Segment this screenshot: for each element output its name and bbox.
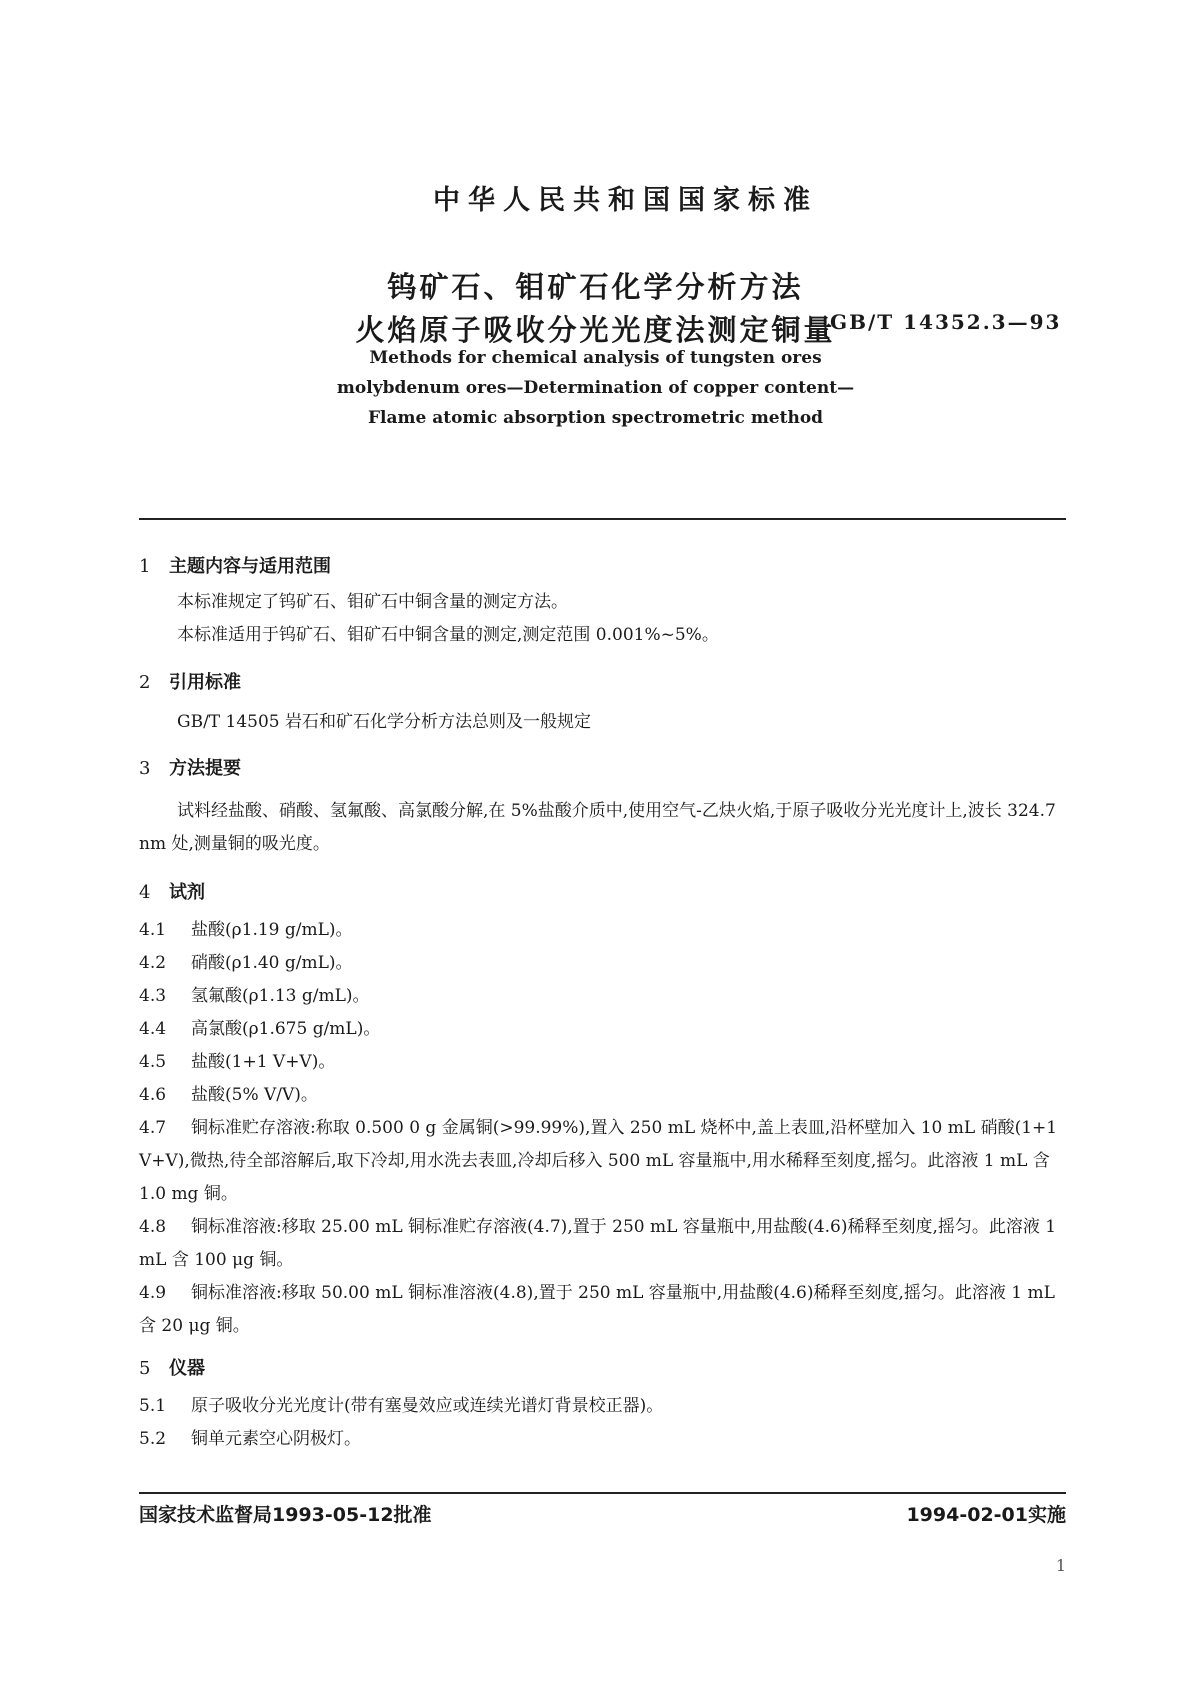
header-divider — [139, 518, 1066, 520]
item-number: 4.3 — [139, 986, 167, 1006]
section-title: 引用标准 — [169, 672, 241, 693]
item-text: 原子吸收分光光度计(带有塞曼效应或连续光谱灯背景校正器)。 — [191, 1396, 664, 1416]
footer-divider — [139, 1492, 1066, 1494]
paragraph: 本标准适用于钨矿石、钼矿石中铜含量的测定,测定范围 0.001%~5%。 — [177, 625, 719, 645]
item-text: 盐酸(5% V/V)。 — [191, 1085, 318, 1105]
item-number: 4.4 — [139, 1019, 167, 1039]
item-number: 5.1 — [139, 1396, 167, 1416]
item-text: 高氯酸(ρ1.675 g/mL)。 — [191, 1019, 381, 1039]
reference-standard: GB/T 14505 岩石和矿石化学分析方法总则及一般规定 — [177, 712, 592, 732]
item-text: 氢氟酸(ρ1.13 g/mL)。 — [191, 986, 370, 1006]
section-heading-2 — [139, 668, 241, 694]
instrument-item — [139, 1390, 1066, 1423]
section-heading-3 — [139, 754, 241, 780]
section-number: 3 — [139, 758, 151, 779]
item-number: 4.5 — [139, 1052, 167, 1072]
document-title-line2: 火焰原子吸收分光光度法测定铜量 — [355, 313, 836, 347]
paragraph: 本标准规定了钨矿石、钼矿石中铜含量的测定方法。 — [177, 592, 568, 612]
national-standard-label: 中华人民共和国国家标准 — [433, 185, 818, 216]
document-title-line1: 钨矿石、钼矿石化学分析方法 — [387, 270, 804, 304]
section-title: 方法提要 — [169, 758, 241, 779]
item-text: 铜标准溶液:移取 50.00 mL 铜标准溶液(4.8),置于 250 mL 容量瓶中,用盐酸(4.6)稀释至刻度,摇匀。此溶液 1 mL 含 20 μg 铜。 — [139, 1283, 1055, 1336]
section-number: 4 — [139, 882, 151, 903]
reagent-item — [139, 914, 1066, 947]
item-number: 5.2 — [139, 1429, 167, 1449]
reagent-item — [139, 1277, 1066, 1343]
section-title: 主题内容与适用范围 — [169, 556, 331, 577]
section-heading-4 — [139, 878, 205, 904]
item-number: 4.1 — [139, 920, 167, 940]
standard-code: GB/T 14352.3—93 — [830, 310, 1062, 334]
approval-date: 国家技术监督局1993-05-12批准 — [139, 1504, 432, 1526]
item-number: 4.2 — [139, 953, 167, 973]
item-text: 盐酸(1+1 V+V)。 — [191, 1052, 336, 1072]
section-title: 仪器 — [169, 1358, 205, 1379]
reagent-item — [139, 1079, 1066, 1112]
reagent-item — [139, 1013, 1066, 1046]
reagent-item — [139, 1112, 1066, 1211]
section-number: 1 — [139, 556, 151, 577]
effective-date: 1994-02-01实施 — [906, 1504, 1066, 1526]
method-summary: 试料经盐酸、硝酸、氢氟酸、高氯酸分解,在 5%盐酸介质中,使用空气-乙炔火焰,于原子吸收分光光度计上,波长 324.7 nm 处,测量铜的吸光度。 — [139, 801, 1056, 854]
section-number: 5 — [139, 1358, 151, 1379]
section-heading-1 — [139, 552, 331, 578]
reagent-item — [139, 947, 1066, 980]
page-number: 1 — [1055, 1556, 1066, 1575]
section-number: 2 — [139, 672, 151, 693]
item-text: 盐酸(ρ1.19 g/mL)。 — [191, 920, 353, 940]
item-number: 4.8 — [139, 1217, 167, 1237]
section-heading-5 — [139, 1354, 205, 1380]
english-title-line3: Flame atomic absorption spectrometric method — [367, 408, 824, 428]
instrument-item — [139, 1423, 1066, 1456]
item-number: 4.6 — [139, 1085, 167, 1105]
item-text: 铜标准溶液:移取 25.00 mL 铜标准贮存溶液(4.7),置于 250 mL 容量瓶中,用盐酸(4.6)稀释至刻度,摇匀。此溶液 1 mL 含 100 μg 铜。 — [139, 1217, 1057, 1270]
item-text: 铜单元素空心阴极灯。 — [191, 1429, 361, 1449]
english-title-line2: molybdenum ores—Determination of copper content— — [336, 378, 855, 398]
reagent-item — [139, 1211, 1066, 1277]
reagent-item — [139, 980, 1066, 1013]
item-text: 硝酸(ρ1.40 g/mL)。 — [191, 953, 353, 973]
item-number: 4.7 — [139, 1118, 167, 1138]
item-number: 4.9 — [139, 1283, 167, 1303]
section-title: 试剂 — [169, 882, 205, 903]
item-text: 铜标准贮存溶液:称取 0.500 0 g 金属铜(>99.99%),置入 250 mL 烧杯中,盖上表皿,沿杯壁加入 10 mL 硝酸(1+1 V+V),微热,待全部溶解后,取下冷却,用水洗去表皿,冷却后移入 500 mL 容量瓶中,用水稀释至刻度,摇匀。此溶液 1 mL 含 1.0 mg 铜。 — [139, 1118, 1058, 1204]
english-title-line1: Methods for chemical analysis of tungsten ores — [369, 348, 822, 368]
reagent-item — [139, 1046, 1066, 1079]
